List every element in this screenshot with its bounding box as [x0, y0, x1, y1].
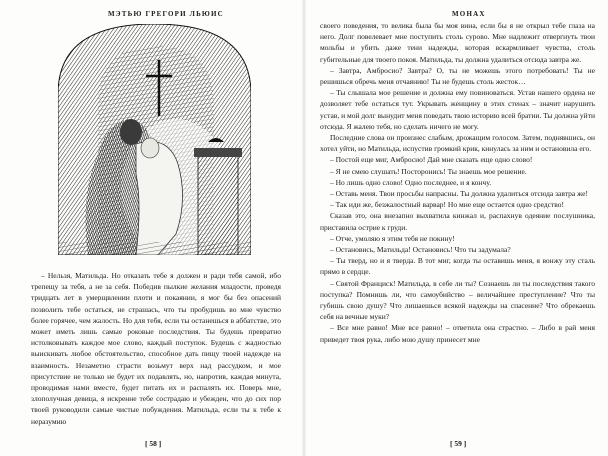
paragraph: Последние слова он произнес слабым, дрожащим голосом. Затем, поднявшись, он хотел уйти, но Матильда, испустив громкий крик, кинулась за ним и остановила его.	[320, 133, 595, 154]
paragraph: – Нельзя, Матильда. Но отказать тебе я должен и ради тебя самой, ибо трепещу за тебя, а не за себя. Победив пылкие желания младости, проведя тридцать лет в умерщвлении плоти и покаянии, я мог бы без опасений позволить тебе остаться, не страшась, что ты пробудишь во мне чувство более горячее, чем жалость. Но для тебя, если ты останешься в аббатстве, это может иметь лишь самые роковые последствия. Ты будешь превратно истолковывать каждое мое слово, каждый поступок. Будешь с жадностью выискивать любое обстоятельство, способное дать пищу твоей надежде на взаимность. Незаметно страсти возьмут верх над рассудком, и мое присутствие не только не будет их подавлять, но, напротив, каждая минута, проводимая нами вместе, будет питать их и распалять их. Поверь мне, злополучная девица, я искренне тебе сострадаю и убежден, что до сих пор твоей руководили самые чистые побуждения. Матильда, если ты к тебе к неразумию	[31, 271, 281, 426]
page-number: [ 58 ]	[145, 439, 162, 448]
engraving-illustration	[58, 24, 251, 255]
paragraph: своего поведения, то велика была бы моя вина, если бы я не открыл тебе глаза на него. Долг повелевает мне поступить столь сурово. Мне надлежит отвергнуть твои мольбы и убить даже тени надежды, которая вскармливает чувства, столь губительные для твоего покоя. Матильда, ты должна удалиться отсюда завтра же.	[320, 21, 595, 64]
running-head: МОНАХ	[452, 10, 486, 18]
paragraph: – Ты слышала мое решение и должна ему повиноваться. Устав нашего ордена не дозволяет тебе остаться тут. Укрывать женщину в этих стенах – значит нарушить устав, и мой долг вынудит меня поведать твою историю всей братии. Ты должна уйти отсюда. Я жалею тебя, но сделать ничего не могу.	[320, 88, 595, 131]
paragraph: – Святой Франциск! Матильда, в себе ли ты? Сознаешь ли ты последствия такого поступка? Помнишь ли, что самоубийство – величайшее преступление? Что ты губишь свою душу? Что лишаешься всякой надежды на спасение? Что обрекаешь себя на вечные муки?	[320, 278, 595, 322]
paragraph: – Отче, умоляю я этим тебя не покину!	[330, 233, 455, 243]
body-text	[320, 20, 595, 345]
paragraph: – Я не смею слушать! Посторонись! Ты знаешь мое решение.	[330, 166, 527, 176]
right-page	[304, 0, 608, 456]
page-number: [ 59 ]	[450, 439, 467, 448]
paragraph: – Завтра, Амбросио? Завтра? О, ты не можешь этого потребовать! Ты не решишься обречь меня отчаянию! Ты не будешь столь жесток…	[320, 65, 595, 87]
running-head: МЭТЬЮ ГРЕГОРИ ЛЬЮИС	[108, 10, 224, 18]
paragraph: – Оставь меня. Твои просьбы напрасны. Ты должна удалиться отсюда завтра же!	[330, 189, 588, 199]
paragraph: – Так иди же, безжалостный варвар! Но мне еще остается одно средство!	[330, 200, 565, 210]
paragraph: – Но лишь одно слово! Одно последнее, и я кончу.	[330, 177, 492, 187]
paragraph: Сказав это, она внезапно выхватила кинжал и, распахнув одеяние послушника, приставила острие к груди.	[320, 211, 595, 232]
paragraph: – Остановись, Матильда! Остановись! Что ты задумала?	[330, 245, 511, 255]
paragraph: – Все мне равно! Мне все равно! – ответила она страстно. – Либо в рай меня приведет твоя рука, либо мою душу принесет мне	[320, 323, 595, 344]
paragraph: – Ты тверд, но и я тверда. В тот миг, когда ты оставишь меня, я вонжу эту сталь прямо в сердце.	[320, 256, 595, 277]
body-text	[31, 270, 281, 427]
paragraph: – Постой еще миг, Амбросио! Дай мне сказать еще одно слово!	[330, 155, 533, 165]
